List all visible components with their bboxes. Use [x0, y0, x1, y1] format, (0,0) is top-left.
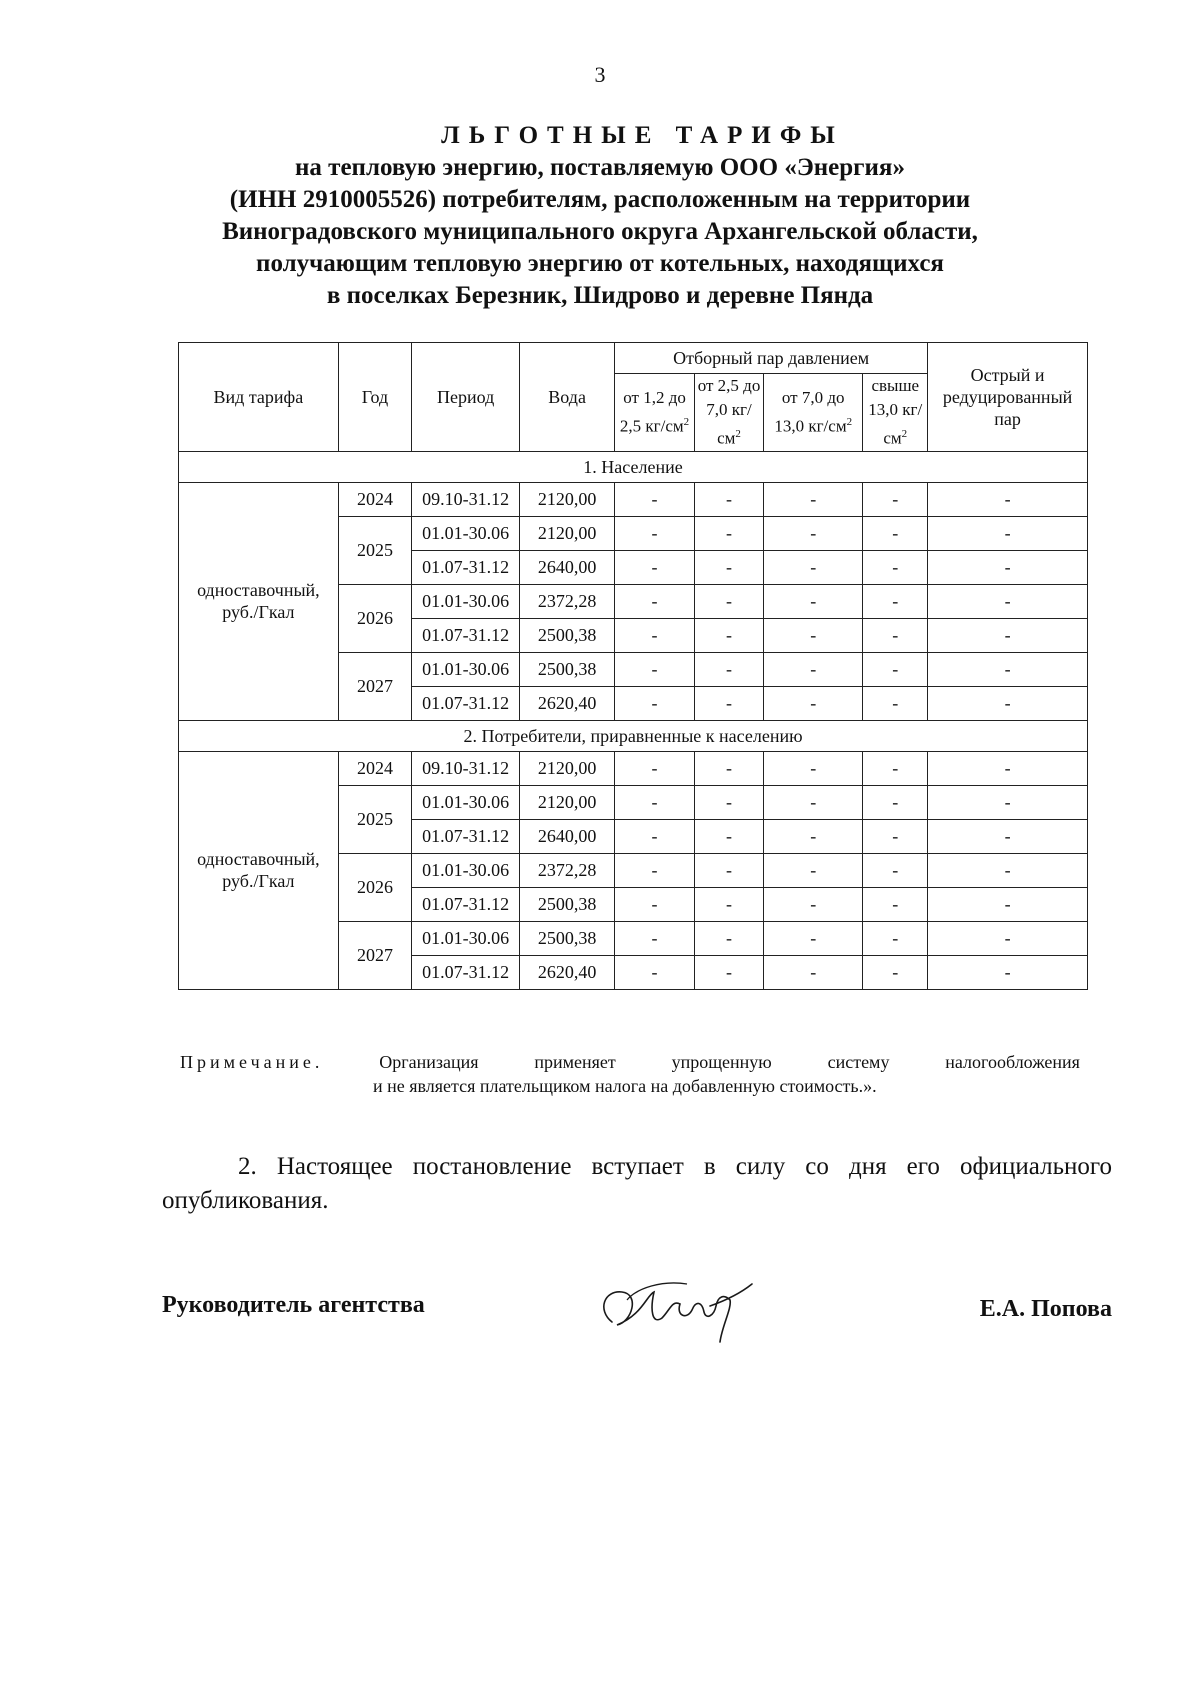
p4-cell: - — [863, 853, 928, 887]
p4-cell: - — [863, 516, 928, 550]
p4-cell: - — [863, 584, 928, 618]
table-row — [179, 482, 1088, 516]
header-sharp-steam: Острый и редуцированный пар — [928, 343, 1088, 452]
p1-cell: - — [615, 516, 695, 550]
p1-cell: - — [615, 686, 695, 720]
water-cell: 2500,38 — [520, 921, 615, 955]
year-cell: 2024 — [338, 751, 411, 785]
sharp-cell: - — [928, 955, 1088, 989]
note-label: Примечание. — [180, 1052, 324, 1072]
p4-cell: - — [863, 955, 928, 989]
header-type: Вид тарифа — [179, 343, 339, 452]
water-cell: 2620,40 — [520, 686, 615, 720]
period-cell: 01.07-31.12 — [412, 550, 520, 584]
p1-cell: - — [615, 785, 695, 819]
header-period: Период — [412, 343, 520, 452]
p4-cell: - — [863, 751, 928, 785]
p1-cell: - — [615, 652, 695, 686]
signer-name: Е.А. Попова — [979, 1296, 1112, 1322]
p2-cell: - — [694, 921, 763, 955]
p1-cell: - — [615, 618, 695, 652]
note-line — [180, 1050, 1080, 1074]
header-pressure-3: от 7,0 до 13,0 $кг/см^2$ — [764, 374, 863, 452]
water-cell: 2372,28 — [520, 584, 615, 618]
sharp-cell: - — [928, 921, 1088, 955]
water-cell: 2640,00 — [520, 550, 615, 584]
p4-cell: - — [863, 887, 928, 921]
header-steam-group: Отборный пар давлением — [615, 343, 928, 374]
period-cell: 01.07-31.12 — [412, 887, 520, 921]
period-cell: 09.10-31.12 — [412, 482, 520, 516]
p3-cell: - — [764, 516, 863, 550]
sharp-cell: - — [928, 652, 1088, 686]
p4-cell: - — [863, 785, 928, 819]
water-cell: 2500,38 — [520, 618, 615, 652]
water-cell: 2120,00 — [520, 516, 615, 550]
header-water: Вода — [520, 343, 615, 452]
header-pressure-4: свыше 13,0 $кг/см^2$ — [863, 374, 928, 452]
title-heading: ЛЬГОТНЫЕ ТАРИФЫ — [441, 122, 844, 149]
water-cell: 2500,38 — [520, 652, 615, 686]
header-pressure-2: от 2,5 до 7,0 $кг/см^2$ — [694, 374, 763, 452]
section-title: 2. Потребители, приравненные к населению — [179, 720, 1088, 751]
section-header-row — [179, 720, 1088, 751]
p1-cell: - — [615, 921, 695, 955]
p2-cell: - — [694, 686, 763, 720]
p3-cell: - — [764, 584, 863, 618]
p4-cell: - — [863, 652, 928, 686]
year-cell: 2026 — [338, 584, 411, 652]
effective-date-paragraph: 2. Настоящее постановление вступает в силу со дня его официального опубликования. — [162, 1153, 1112, 1214]
p1-cell: - — [615, 550, 695, 584]
water-cell: 2120,00 — [520, 482, 615, 516]
period-cell: 01.01-30.06 — [412, 921, 520, 955]
p1-cell: - — [615, 751, 695, 785]
tariff-type-cell: одноставочный, руб./Гкал — [179, 482, 339, 720]
p1-cell: - — [615, 853, 695, 887]
table-header — [179, 343, 1088, 452]
period-cell: 01.07-31.12 — [412, 819, 520, 853]
p2-cell: - — [694, 785, 763, 819]
sharp-cell: - — [928, 482, 1088, 516]
note-word: упрощенную — [671, 1052, 772, 1072]
sharp-cell: - — [928, 853, 1088, 887]
period-cell: 01.07-31.12 — [412, 618, 520, 652]
sharp-cell: - — [928, 550, 1088, 584]
p2-cell: - — [694, 550, 763, 584]
p3-cell: - — [764, 887, 863, 921]
note-word: применяет — [534, 1052, 616, 1072]
title-line: (ИНН 2910005526) потребителям, расположенным на территории — [229, 186, 971, 213]
tariff-table — [178, 342, 1088, 990]
header-year: Год — [338, 343, 411, 452]
water-cell: 2500,38 — [520, 887, 615, 921]
p4-cell: - — [863, 921, 928, 955]
period-cell: 01.01-30.06 — [412, 584, 520, 618]
section-header-row — [179, 451, 1088, 482]
title-line: Виноградовского муниципального округа Архангельской области, — [222, 218, 978, 245]
document-title — [150, 120, 1050, 312]
note-word: Организация — [379, 1052, 479, 1072]
p3-cell: - — [764, 652, 863, 686]
p4-cell: - — [863, 686, 928, 720]
p1-cell: - — [615, 955, 695, 989]
p3-cell: - — [764, 785, 863, 819]
p2-cell: - — [694, 853, 763, 887]
p1-cell: - — [615, 819, 695, 853]
water-cell: 2120,00 — [520, 751, 615, 785]
p2-cell: - — [694, 751, 763, 785]
sharp-cell: - — [928, 516, 1088, 550]
water-cell: 2620,40 — [520, 955, 615, 989]
period-cell: 01.01-30.06 — [412, 652, 520, 686]
p1-cell: - — [615, 482, 695, 516]
p3-cell: - — [764, 550, 863, 584]
p2-cell: - — [694, 482, 763, 516]
year-cell: 2025 — [338, 516, 411, 584]
sharp-cell: - — [928, 686, 1088, 720]
table-row — [179, 751, 1088, 785]
sharp-cell: - — [928, 584, 1088, 618]
tariff-type-cell: одноставочный, руб./Гкал — [179, 751, 339, 989]
signature-block — [162, 1270, 1112, 1350]
page-number: 3 — [594, 62, 606, 87]
sharp-cell: - — [928, 751, 1088, 785]
sharp-cell: - — [928, 618, 1088, 652]
p2-cell: - — [694, 584, 763, 618]
year-cell: 2027 — [338, 652, 411, 720]
year-cell: 2024 — [338, 482, 411, 516]
p2-cell: - — [694, 652, 763, 686]
p2-cell: - — [694, 887, 763, 921]
year-cell: 2027 — [338, 921, 411, 989]
period-cell: 01.07-31.12 — [412, 686, 520, 720]
title-line: на тепловую энергию, поставляемую ООО «Энергия» — [295, 154, 905, 181]
period-cell: 01.01-30.06 — [412, 516, 520, 550]
signer-position: Руководитель агентства — [162, 1292, 425, 1318]
p2-cell: - — [694, 819, 763, 853]
p3-cell: - — [764, 618, 863, 652]
note-word: систему — [827, 1052, 890, 1072]
p3-cell: - — [764, 751, 863, 785]
table-body — [179, 451, 1088, 989]
handwritten-signature — [592, 1270, 762, 1350]
p4-cell: - — [863, 482, 928, 516]
p1-cell: - — [615, 887, 695, 921]
p4-cell: - — [863, 618, 928, 652]
sharp-cell: - — [928, 785, 1088, 819]
year-cell: 2026 — [338, 853, 411, 921]
sharp-cell: - — [928, 887, 1088, 921]
p3-cell: - — [764, 921, 863, 955]
section-title: 1. Население — [179, 451, 1088, 482]
note — [180, 1050, 1080, 1098]
p2-cell: - — [694, 516, 763, 550]
header-pressure-1: от 1,2 до 2,5 $кг/см^2$ — [615, 374, 695, 452]
note-word: налогообложения — [945, 1052, 1080, 1072]
p3-cell: - — [764, 955, 863, 989]
p2-cell: - — [694, 955, 763, 989]
water-cell: 2372,28 — [520, 853, 615, 887]
p3-cell: - — [764, 686, 863, 720]
period-cell: 01.01-30.06 — [412, 785, 520, 819]
water-cell: 2640,00 — [520, 819, 615, 853]
p3-cell: - — [764, 482, 863, 516]
period-cell: 09.10-31.12 — [412, 751, 520, 785]
period-cell: 01.07-31.12 — [412, 955, 520, 989]
year-cell: 2025 — [338, 785, 411, 853]
title-line: в поселках Березник, Шидрово и деревне Пянда — [326, 282, 874, 309]
p3-cell: - — [764, 819, 863, 853]
period-cell: 01.01-30.06 — [412, 853, 520, 887]
note-line: и не является плательщиком налога на добавленную стоимость.». — [373, 1076, 877, 1096]
p4-cell: - — [863, 819, 928, 853]
p1-cell: - — [615, 584, 695, 618]
sharp-cell: - — [928, 819, 1088, 853]
water-cell: 2120,00 — [520, 785, 615, 819]
p2-cell: - — [694, 618, 763, 652]
title-line: получающим тепловую энергию от котельных, находящихся — [256, 250, 944, 277]
p3-cell: - — [764, 853, 863, 887]
p4-cell: - — [863, 550, 928, 584]
